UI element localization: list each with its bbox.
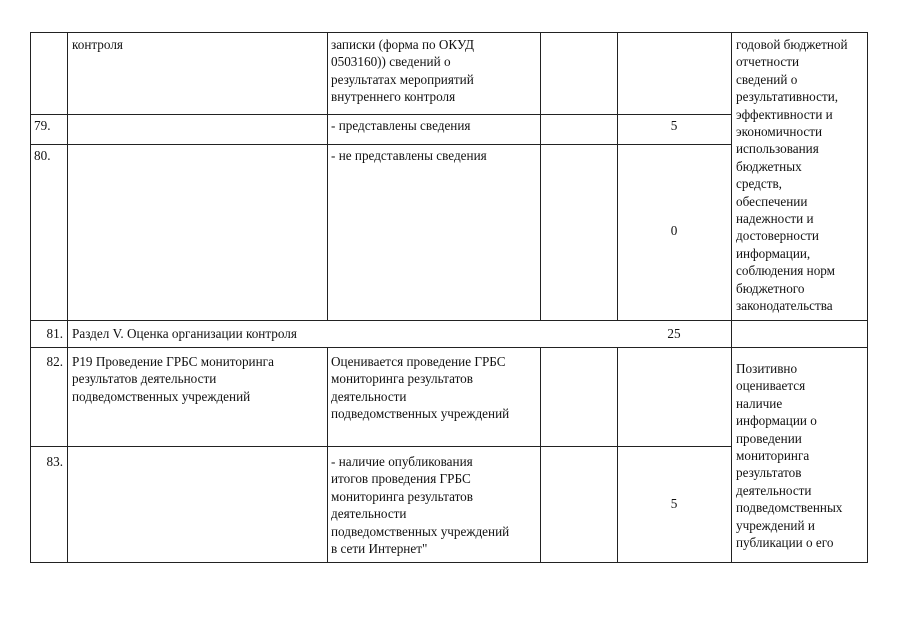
table-border-right	[867, 32, 868, 563]
row-divider-83	[30, 446, 732, 447]
table-border-left	[30, 32, 31, 563]
column-divider-4b	[617, 347, 618, 563]
row-83-score: 5	[670, 496, 678, 511]
row-83-description: - наличие опубликования итогов проведения ГРБС мониторинга результатов деятельности подведомственных учреждений в сети Интернет"	[331, 454, 510, 557]
row-83-number: 83.	[46, 454, 63, 469]
row-81-score: 25	[667, 326, 681, 341]
column-divider-5	[731, 32, 732, 563]
continuation-indicator-cell: контроля	[72, 37, 123, 52]
row-81-number: 81.	[46, 326, 63, 341]
row-82-note: Позитивно оценивается наличие информации о проведении мониторинга результатов деятельности подведомственных учреждений и публикации о его	[736, 361, 843, 551]
row-divider-82	[30, 347, 868, 348]
column-divider-2a	[327, 32, 328, 321]
row-80-number: 80.	[34, 148, 51, 163]
section-heading: Раздел V. Оценка организации контроля	[72, 326, 297, 341]
row-82-indicator: Р19 Проведение ГРБС мониторинга результатов деятельности подведомственных учреждений	[72, 354, 274, 404]
row-82-description: Оценивается проведение ГРБС мониторинга результатов деятельности подведомственных учреждений	[331, 354, 510, 422]
row-80-score: 0	[670, 223, 678, 238]
row-divider-80	[30, 144, 732, 145]
row-divider-81	[30, 320, 868, 321]
row-79-number: 79.	[34, 118, 51, 133]
row-80-description: - не представлены сведения	[331, 148, 487, 163]
row-82-number: 82.	[46, 354, 63, 369]
row-divider-79	[30, 114, 732, 115]
row-79-description: - представлены сведения	[331, 118, 471, 133]
continuation-description-cell: записки (форма по ОКУД 0503160)) сведений о результатах мероприятий внутреннего контроля	[331, 37, 474, 105]
column-divider-1	[67, 32, 68, 563]
continuation-note-cell: годовой бюджетной отчетности сведений о результативности, эффективности и экономичности использования бюджетных средств, обеспечении надежности и достоверности информации, соблюдения норм бюджетного законодательства	[736, 37, 848, 314]
table-border-bottom	[30, 562, 868, 563]
column-divider-2b	[327, 347, 328, 563]
table-border-top	[30, 32, 868, 33]
row-79-score: 5	[670, 118, 678, 133]
column-divider-4a	[617, 32, 618, 321]
column-divider-3a	[540, 32, 541, 321]
